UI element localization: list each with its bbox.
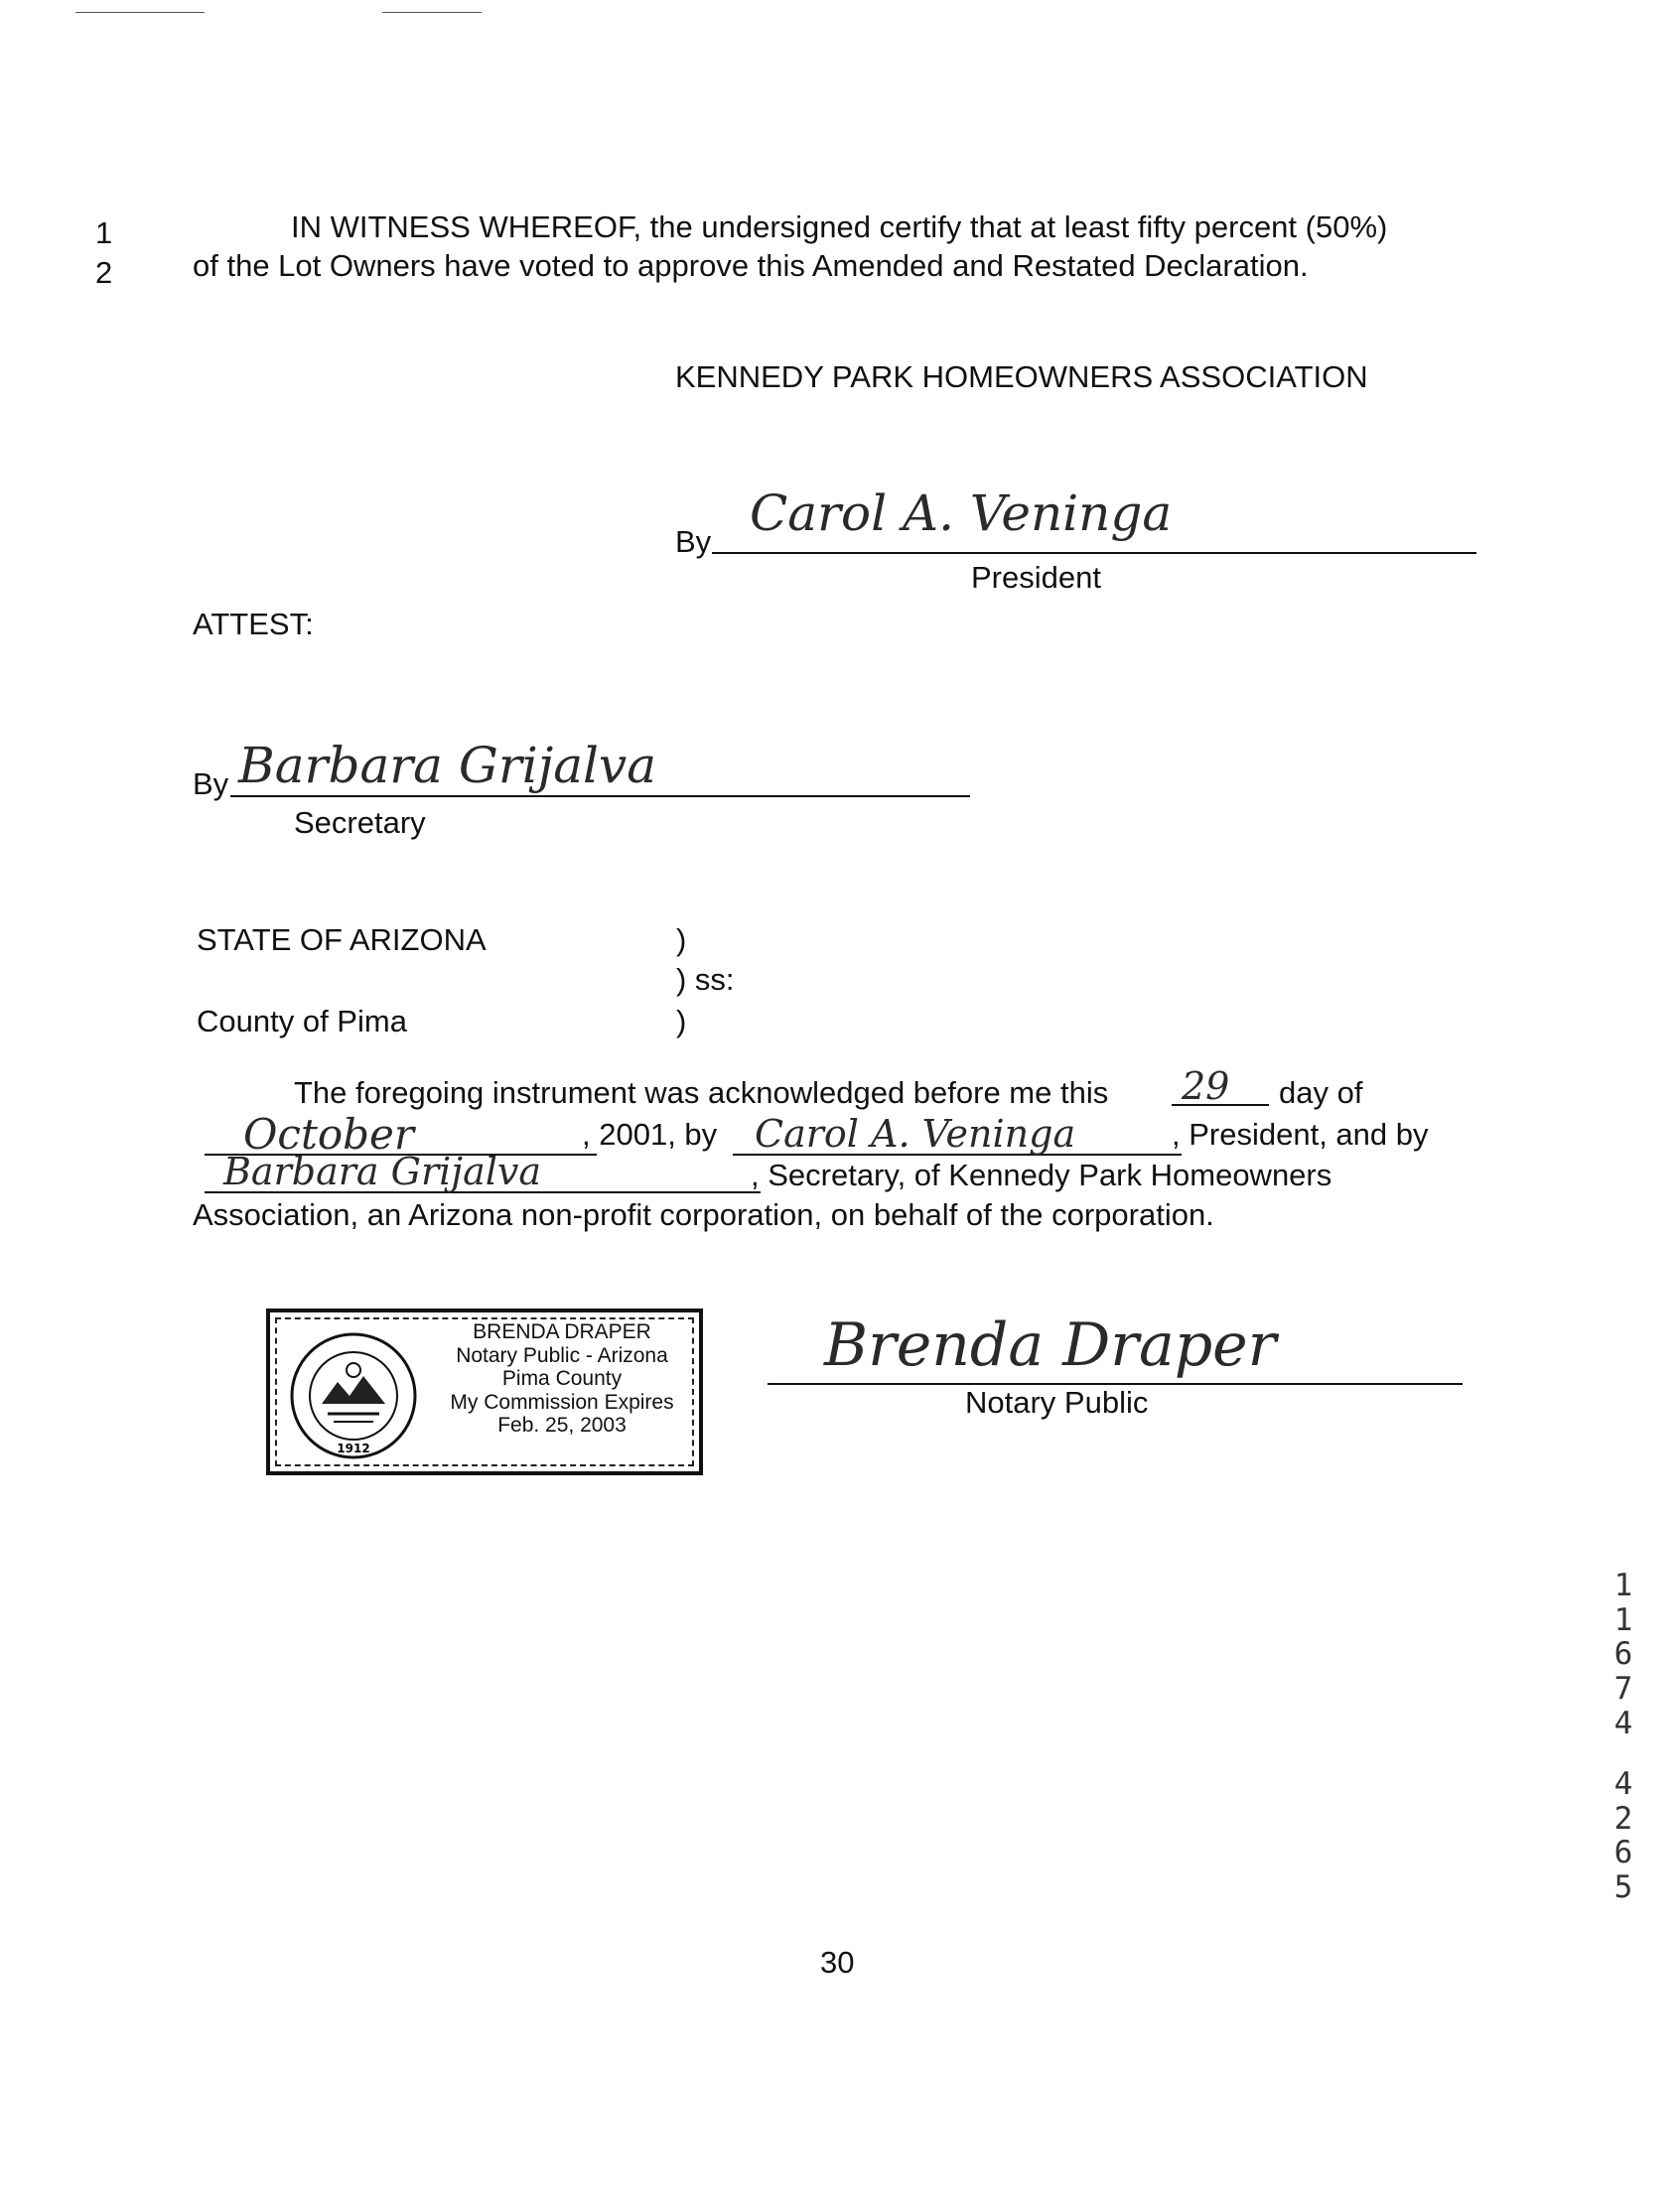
- recording-digit: 1: [1613, 1601, 1633, 1638]
- notary-stamp: [266, 1309, 703, 1475]
- seal-text-block: [433, 1320, 691, 1438]
- ack-president-and-by: , President, and by: [1172, 1117, 1429, 1152]
- ack-line-1-post: day of: [1279, 1075, 1363, 1110]
- county-label: County of Pima: [197, 1004, 407, 1038]
- recording-digit: 1: [1613, 1568, 1633, 1603]
- seal-expires: Feb. 25, 2003: [497, 1414, 627, 1438]
- ack-day: 29: [1182, 1064, 1230, 1108]
- recording-digit: 7: [1613, 1671, 1633, 1708]
- recording-digit: 6: [1613, 1835, 1633, 1871]
- ack-person-1: Carol A. Veninga: [755, 1112, 1076, 1156]
- secretary-signature-line: [230, 795, 970, 797]
- ack-person-2: Barbara Grijalva: [223, 1150, 542, 1193]
- ss-label: ) ss:: [676, 962, 735, 997]
- seal-name: BRENDA DRAPER: [473, 1320, 651, 1343]
- scan-mark: [75, 12, 205, 13]
- by-label-president: By: [675, 524, 712, 559]
- venue-paren-2: ): [676, 1004, 687, 1038]
- venue-paren-1: ): [676, 922, 687, 957]
- recording-number-2: [1612, 1767, 1634, 1905]
- ack-month: October: [243, 1110, 414, 1159]
- state-seal-icon: [288, 1330, 419, 1461]
- ack-secretary-of: , Secretary, of Kennedy Park Homeowners: [751, 1158, 1332, 1192]
- attest-label: ATTEST:: [193, 607, 314, 641]
- association-name: KENNEDY PARK HOMEOWNERS ASSOCIATION: [675, 359, 1368, 394]
- ack-year-by: , 2001, by: [582, 1117, 718, 1152]
- witness-line-2: of the Lot Owners have voted to approve this Amended and Restated Declaration.: [193, 248, 1309, 283]
- by-label-secretary: By: [193, 766, 229, 801]
- secretary-title: Secretary: [294, 805, 426, 840]
- seal-year: 1912: [337, 1442, 370, 1455]
- scan-mark: [382, 12, 482, 13]
- ack-line-4: Association, an Arizona non-profit corporation, on behalf of the corporation.: [193, 1197, 1214, 1232]
- secretary-signature: Barbara Grijalva: [238, 737, 657, 794]
- recording-digit: 5: [1613, 1869, 1633, 1906]
- seal-title: Notary Public - Arizona: [456, 1343, 668, 1367]
- recording-digit: 2: [1613, 1800, 1633, 1837]
- notary-title: Notary Public: [965, 1385, 1149, 1420]
- witness-line-1: IN WITNESS WHEREOF, the undersigned certify that at least fifty percent (50%): [291, 209, 1388, 244]
- notary-signature: Brenda Draper: [824, 1310, 1277, 1380]
- recording-digit: 6: [1613, 1636, 1633, 1673]
- seal-commission: My Commission Expires: [450, 1390, 674, 1414]
- line-number-1: 1: [95, 215, 113, 250]
- president-title: President: [971, 560, 1101, 595]
- president-signature: Carol A. Veninga: [750, 484, 1173, 542]
- line-number-2: 2: [95, 255, 113, 290]
- state-label: STATE OF ARIZONA: [197, 922, 487, 957]
- recording-digit: 4: [1613, 1705, 1633, 1741]
- seal-county: Pima County: [501, 1367, 623, 1391]
- recording-digit: 4: [1613, 1766, 1633, 1802]
- recording-number-1: [1612, 1569, 1634, 1741]
- page-number: 30: [820, 1945, 855, 1980]
- president-signature-line: [712, 552, 1476, 554]
- ack-line-1-pre: The foregoing instrument was acknowledged before me this: [294, 1075, 1109, 1110]
